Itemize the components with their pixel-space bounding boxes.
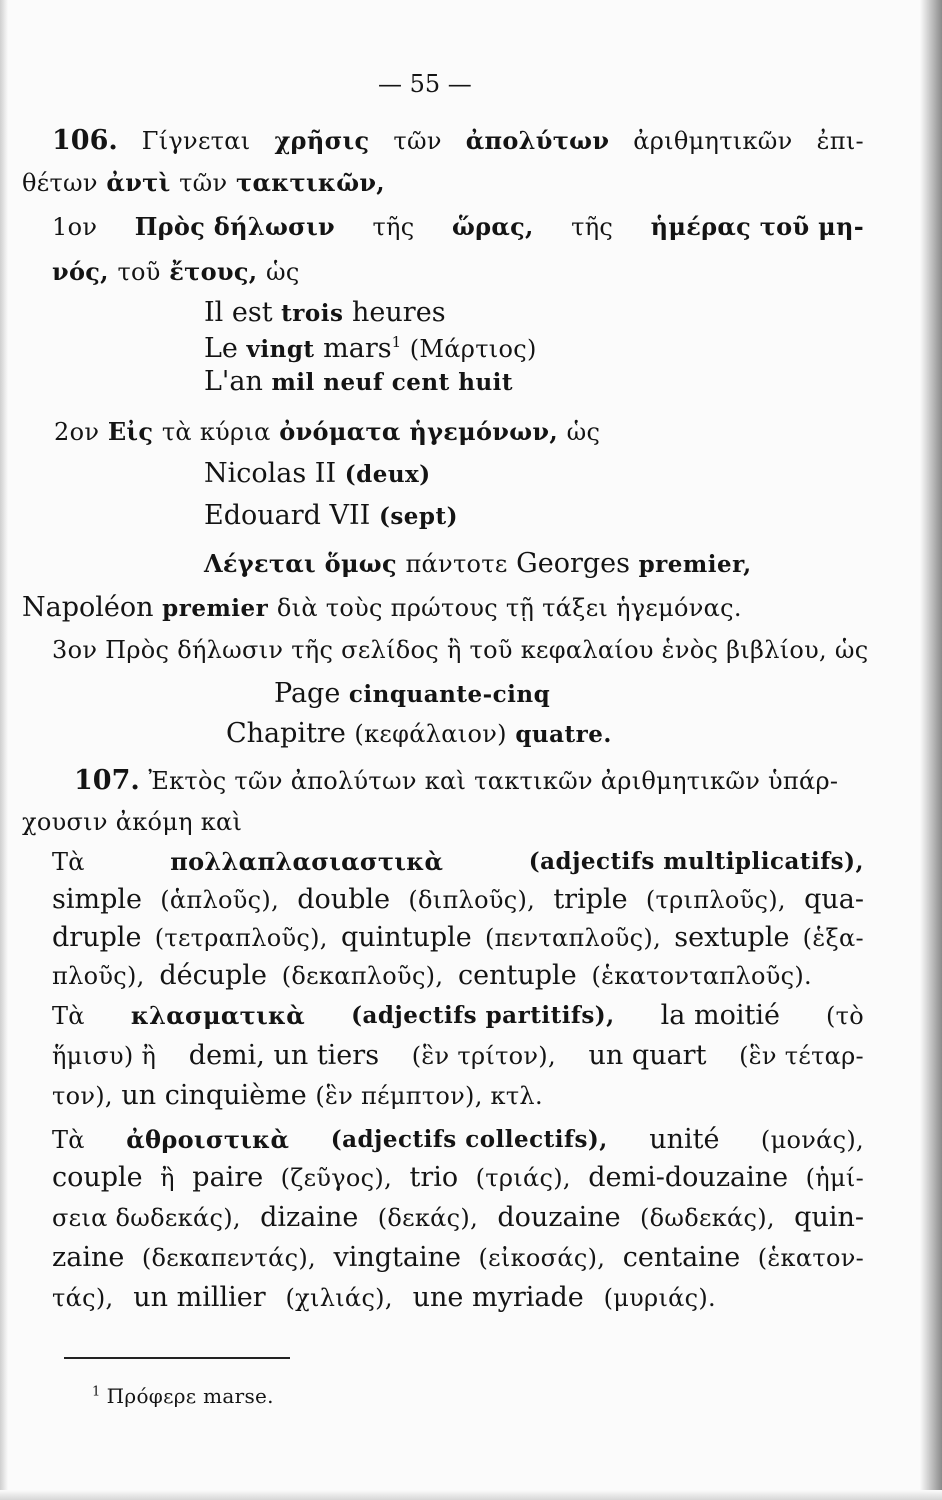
footnote-rule: [64, 1357, 290, 1359]
text-line-11: Λέγεται ὅμως πάντοτε Georges premier,: [204, 548, 752, 579]
text-line-3: 1ον Πρὸς δήλωσιν τῆς ὥρας, τῆς ἡμέρας τοῦ μη-: [52, 212, 864, 241]
text-line-9: Nicolas II (deux): [204, 458, 431, 489]
text-line-27: σεια δωδεκάς), dizaine (δεκάς), douzaine (δωδεκάς), quin-: [52, 1202, 864, 1233]
text-line-18: Τὰ πολλαπλασιαστικὰ (adjectifs multiplicatifs),: [52, 847, 864, 876]
text-line-1: 106. Γίγνεται χρῆσις τῶν ἀπολύτων ἀριθμητικῶν ἐπι-: [52, 125, 864, 156]
footnote-reference: 1: [391, 333, 402, 351]
text-line-2: θέτων ἀντὶ τῶν τακτικῶν,: [22, 168, 385, 197]
text-line-8: 2ον Εἰς τὰ κύρια ὀνόματα ἡγεμόνων, ὡς: [54, 417, 601, 446]
page-number: — 55 —: [378, 70, 472, 98]
text-line-17: χουσιν ἀκόμη καὶ: [22, 808, 243, 836]
footnote-marker: 1: [92, 1384, 101, 1400]
text-line-26: couple ἢ paire (ζεῦγος), trio (τριάς), demi-douzaine (ἡμί-: [52, 1162, 864, 1193]
text-line-6: Le vingt mars$^1$ (Μάρτιος): [204, 333, 537, 364]
text-line-7: L'an mil neuf cent huit: [204, 366, 514, 397]
section-number-107: 107.: [74, 765, 140, 796]
text-line-22: Τὰ κλασματικὰ (adjectifs partitifs), la moitié (τὸ: [52, 1000, 864, 1031]
page-right-edge: [920, 0, 942, 1500]
section-number-106: 106.: [52, 125, 118, 156]
text-line-15: Chapitre (κεφάλαιον) quatre.: [226, 718, 612, 749]
text-line-12: Napoléon premier διὰ τοὺς πρώτους τῇ τάξει ἡγεμόνας.: [22, 592, 742, 623]
text-line-24: τον), un cinquième (ἓν πέμπτον), κτλ.: [52, 1080, 543, 1111]
text-line-5: Il est trois heures: [204, 297, 446, 328]
text-line-20: druple (τετραπλοῦς), quintuple (πενταπλοῦς), sextuple (ἑξα-: [52, 922, 864, 953]
text-line-28: zaine (δεκαπεντάς), vingtaine (εἰκοσάς), centaine (ἑκατον-: [52, 1242, 864, 1273]
text-line-14: Page cinquante-cinq: [274, 678, 551, 709]
text-line-10: Edouard VII (sept): [204, 500, 458, 531]
text-line-25: Τὰ ἀθροιστικὰ (adjectifs collectifs), unité (μονάς),: [52, 1124, 864, 1155]
text-line-19: simple (ἁπλοῦς), double (διπλοῦς), triple (τριπλοῦς), qua-: [52, 884, 864, 915]
text-line-13: 3ον Πρὸς δήλωσιν τῆς σελίδος ἢ τοῦ κεφαλαίου ἑνὸς βιβλίου, ὡς: [52, 636, 869, 664]
page-left-shadow: [0, 0, 8, 1500]
text-line-16: 107. Ἐκτὸς τῶν ἀπολύτων καὶ τακτικῶν ἀριθμητικῶν ὑπάρ-: [74, 765, 839, 796]
text-line-21: πλοῦς), décuple (δεκαπλοῦς), centuple (ἑκατονταπλοῦς).: [52, 960, 812, 991]
text-line-29: τάς), un millier (χιλιάς), une myriade (μυριάς).: [52, 1282, 716, 1313]
text-line-23: ἥμισυ) ἢ demi, un tiers (ἓν τρίτον), un quart (ἓν τέταρ-: [52, 1040, 864, 1071]
footnote: [92, 1380, 274, 1412]
footnote-text: Πρόφερε marse.: [106, 1384, 274, 1408]
text-line-4: νός, τοῦ ἔτους, ὡς: [52, 257, 300, 286]
page-bottom-shadow: [0, 1490, 942, 1500]
